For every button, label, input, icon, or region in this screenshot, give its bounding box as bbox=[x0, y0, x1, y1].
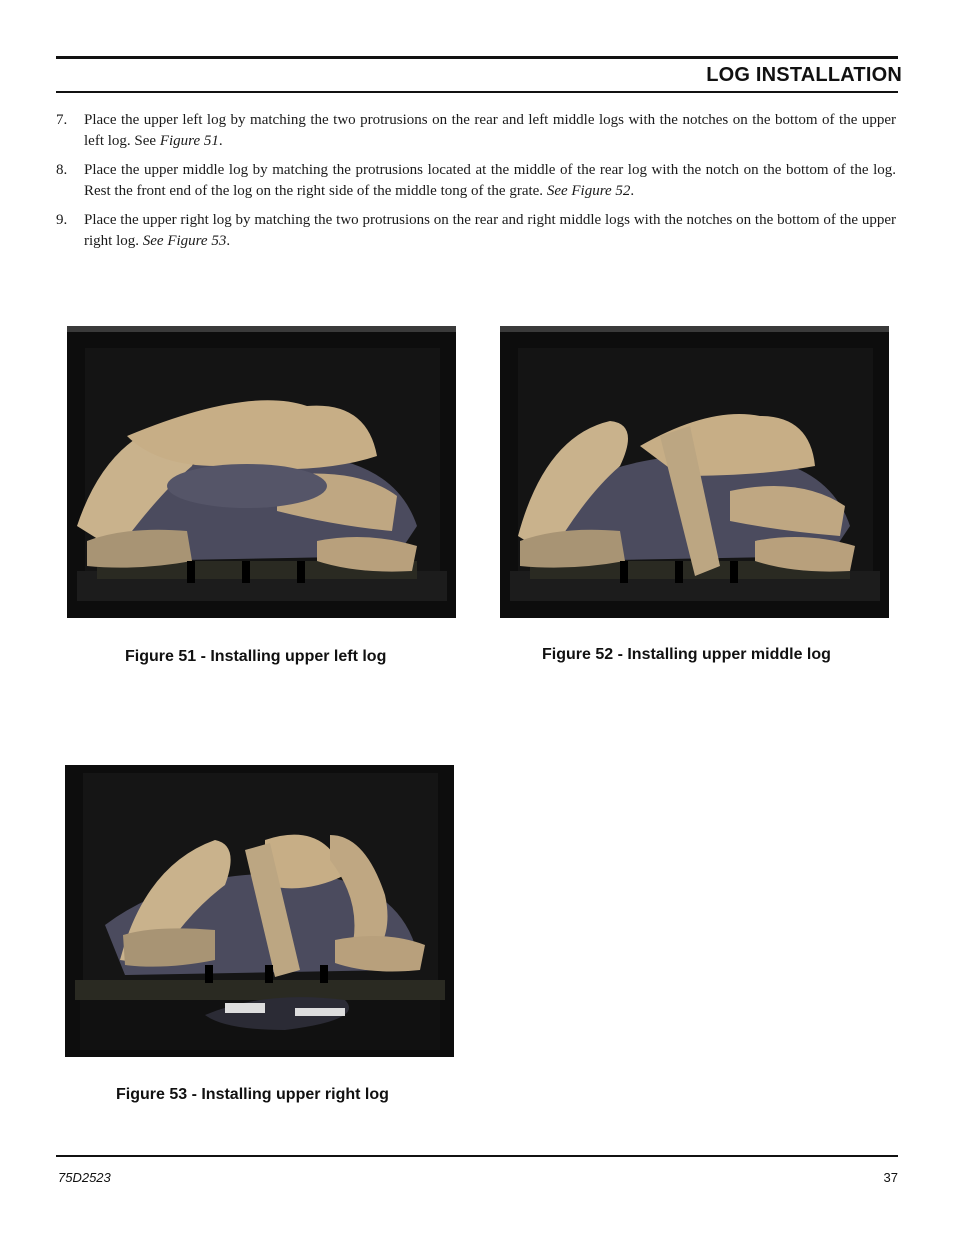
footer-rule bbox=[56, 1155, 898, 1157]
title-rule bbox=[56, 91, 898, 93]
instruction-steps bbox=[56, 110, 896, 260]
figure-53-caption: Figure 53 - Installing upper right log bbox=[116, 1086, 389, 1103]
figure-53-photo bbox=[65, 765, 454, 1057]
step-7: 7. Place the upper left log by matching the two protrusions on the rear and left middle logs with the notches on the bottom of the upper left log. See Figure 51. bbox=[56, 112, 896, 149]
page-number: 37 bbox=[883, 1170, 898, 1185]
figure-reference: See Figure 52 bbox=[546, 183, 631, 199]
step-8: 8. Place the upper middle log by matching the protrusions located at the middle of the rear log with the notch on the bottom of the log. Rest the front end of the log on the right side of the middle tong of the grate. See Figure 52. bbox=[56, 162, 896, 199]
figure-reference: See Figure 53 bbox=[142, 233, 227, 249]
step-9: 9. Place the upper right log by matching the two protrusions on the rear and right middle logs with the notches on the bottom of the upper right log. See Figure 53. bbox=[56, 212, 896, 249]
figure-51-caption: Figure 51 - Installing upper left log bbox=[125, 648, 387, 665]
header-rule bbox=[56, 56, 898, 59]
step-text: Place the upper right log by matching the two protrusions on the rear and right middle logs with the notches on the bottom of the upper right log. bbox=[84, 212, 896, 249]
figure-52-caption: Figure 52 - Installing upper middle log bbox=[542, 646, 831, 663]
step-text: Place the upper left log by matching the two protrusions on the rear and left middle logs with the notches on the bottom of the upper left log. See bbox=[84, 112, 896, 149]
figure-52-photo bbox=[500, 326, 889, 618]
step-number: 7. bbox=[56, 112, 68, 128]
document-number: 75D2523 bbox=[58, 1170, 111, 1185]
step-text: Place the upper middle log by matching the protrusions located at the middle of the rear log with the notch on the bottom of the log. Rest the front end of the log on the right side of the middle tong of the grate. bbox=[84, 162, 896, 199]
section-title: LOG INSTALLATION bbox=[706, 64, 902, 86]
figure-reference: Figure 51 bbox=[159, 133, 219, 149]
figure-51-photo bbox=[67, 326, 456, 618]
step-number: 9. bbox=[56, 212, 68, 228]
step-number: 8. bbox=[56, 162, 68, 178]
